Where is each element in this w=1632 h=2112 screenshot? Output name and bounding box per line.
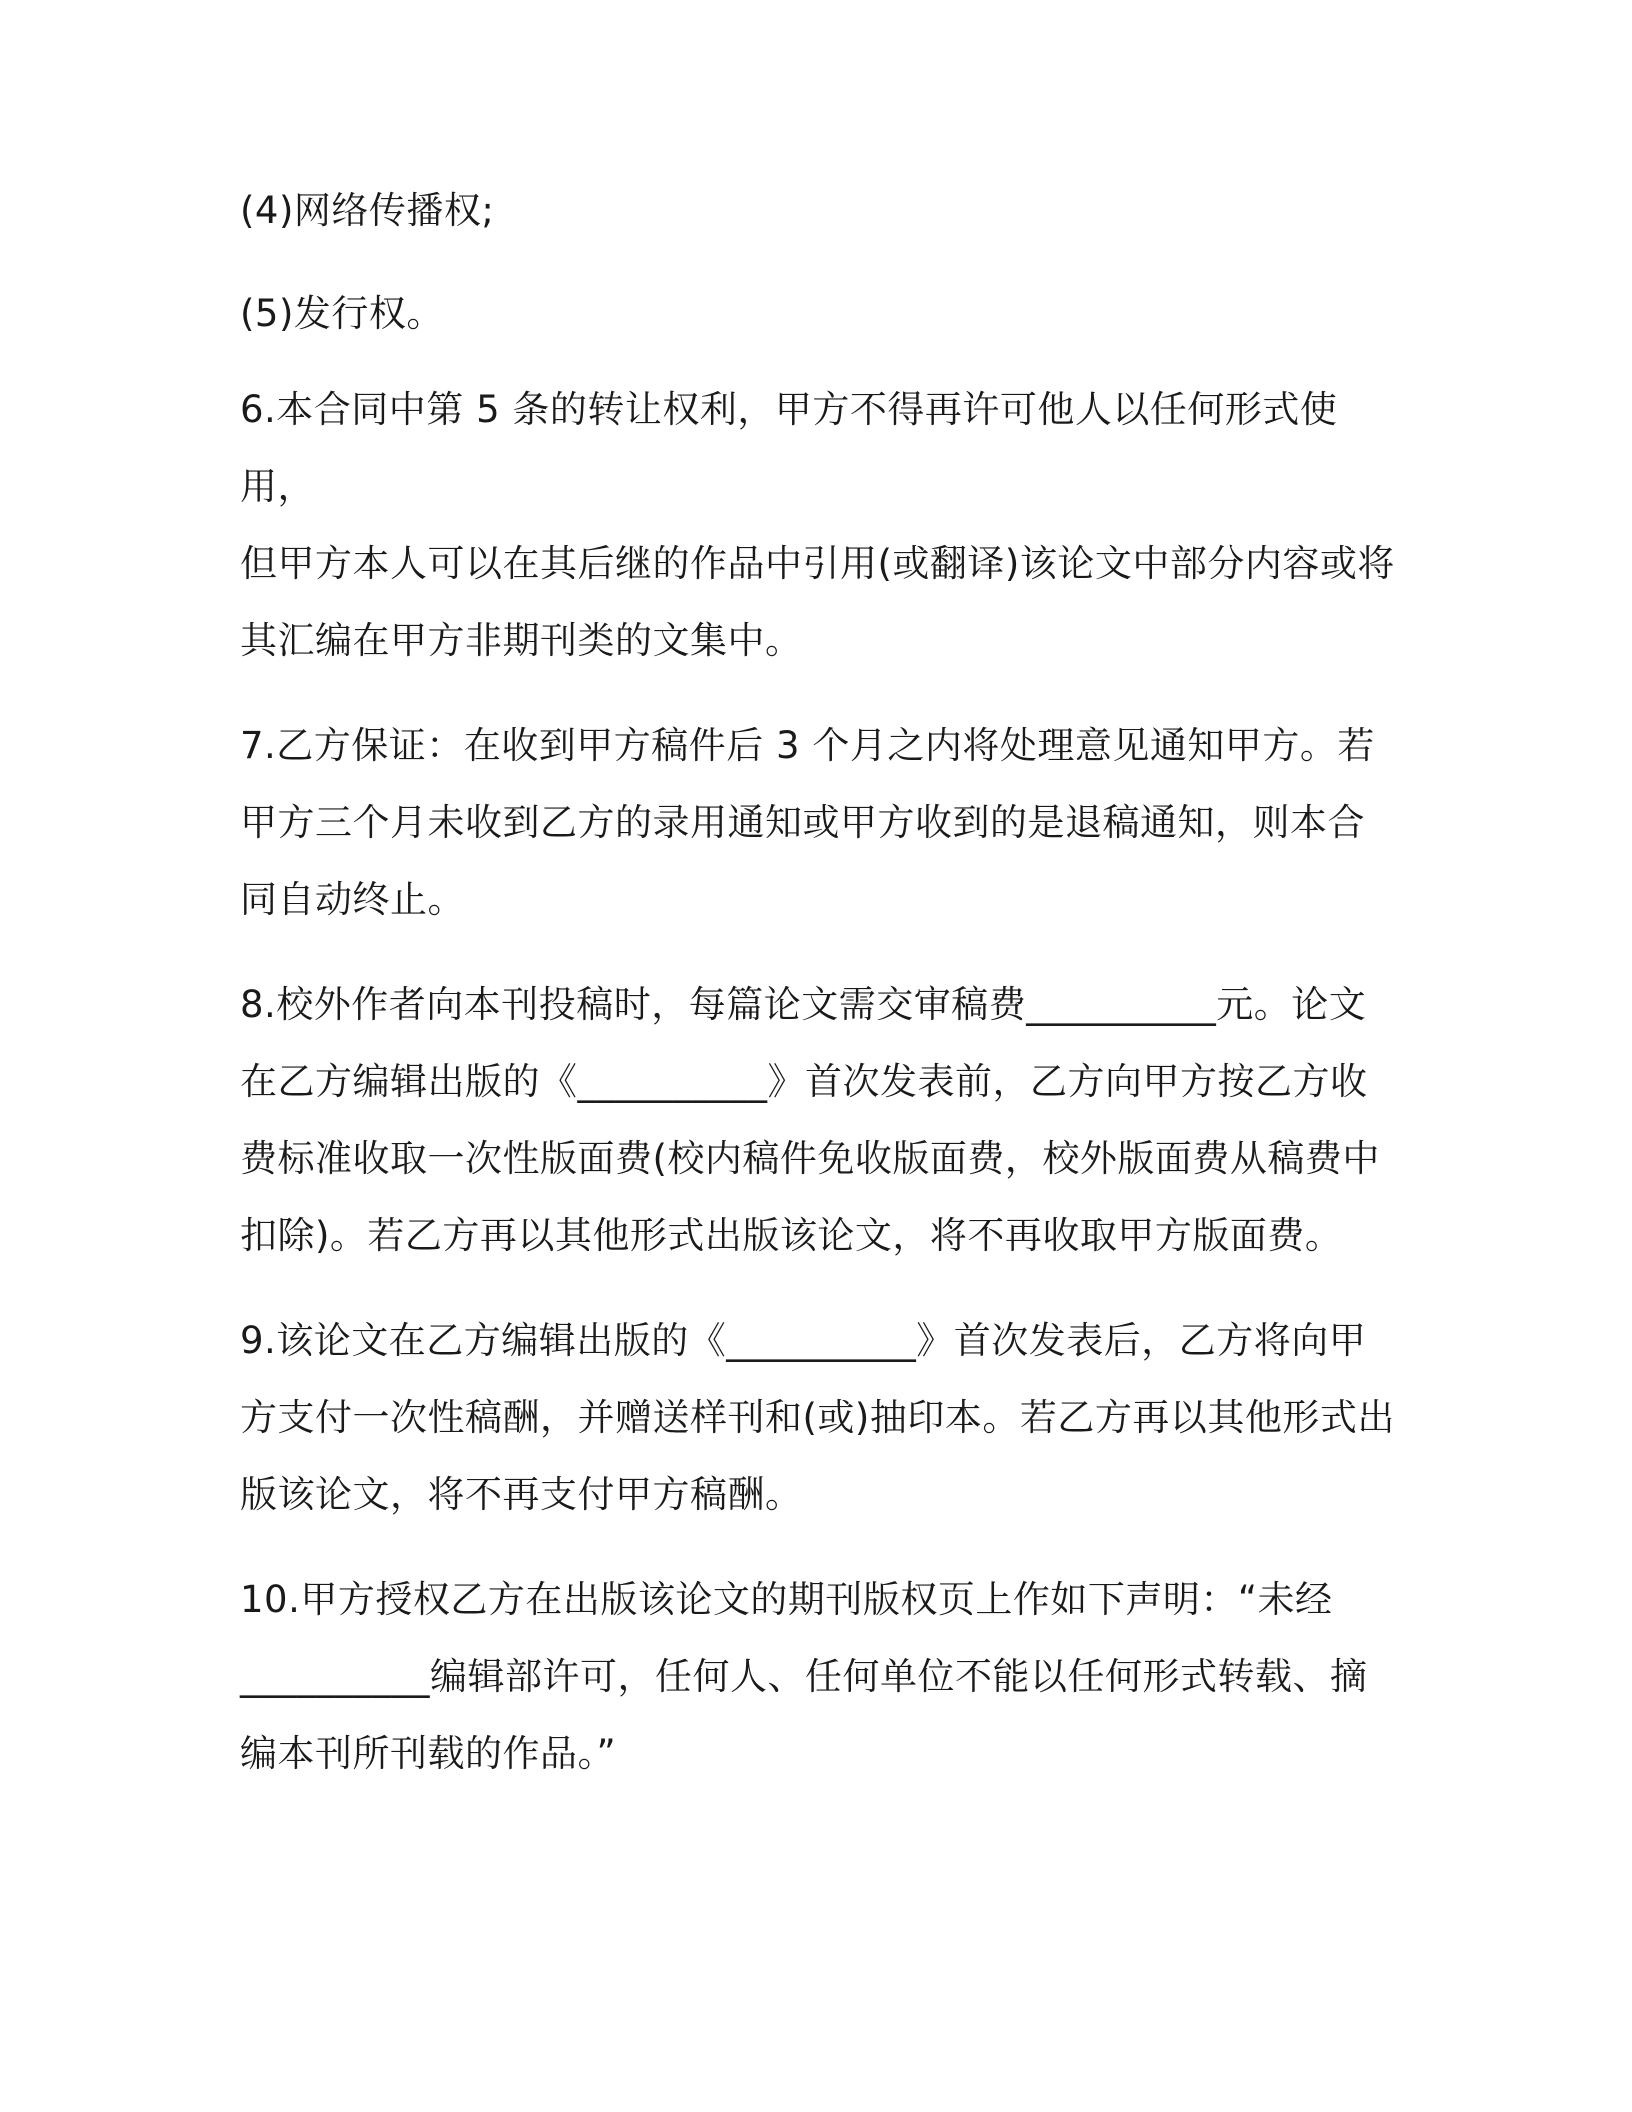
paragraph-clause-9: 9.该论文在乙方编辑出版的《__________》首次发表后，乙方将向甲 方支付一次性稿酬，并赠送样刊和(或)抽印本。若乙方再以其他形式出 版该论文，将不再支付甲方稿酬。 [240, 1319, 1395, 1516]
paragraph-clause-10: 10.甲方授权乙方在出版该论文的期刊版权页上作如下声明：“未经 __________编辑部许可，任何人、任何单位不能以任何形式转载、摘 编本刊所刊载的作品。” [240, 1578, 1368, 1775]
paragraph-item-4: (4)网络传播权; [240, 189, 495, 232]
paragraph-clause-6: 6.本合同中第 5 条的转让权利，甲方不得再许可他人以任何形式使用， 但甲方本人可以在其后继的作品中引用(或翻译)该论文中部分内容或将 其汇编在甲方非期刊类的文集中。 [240, 388, 1395, 662]
document-body [240, 182, 1400, 1792]
paragraph-item-5: (5)发行权。 [240, 292, 444, 335]
paragraph-clause-8: 8.校外作者向本刊投稿时，每篇论文需交审稿费__________元。论文 在乙方编辑出版的《__________》首次发表前，乙方向甲方按乙方收 费标准收取一次性版面费(校内稿件免收版面费，校外版面费从稿费中 扣除)。若乙方再以其他形式出版该论文，将不再收取甲方版面费。 [240, 983, 1380, 1257]
paragraph-clause-7: 7.乙方保证：在收到甲方稿件后 3 个月之内将处理意见通知甲方。若 甲方三个月未收到乙方的录用通知或甲方收到的是退稿通知，则本合 同自动终止。 [240, 724, 1375, 921]
